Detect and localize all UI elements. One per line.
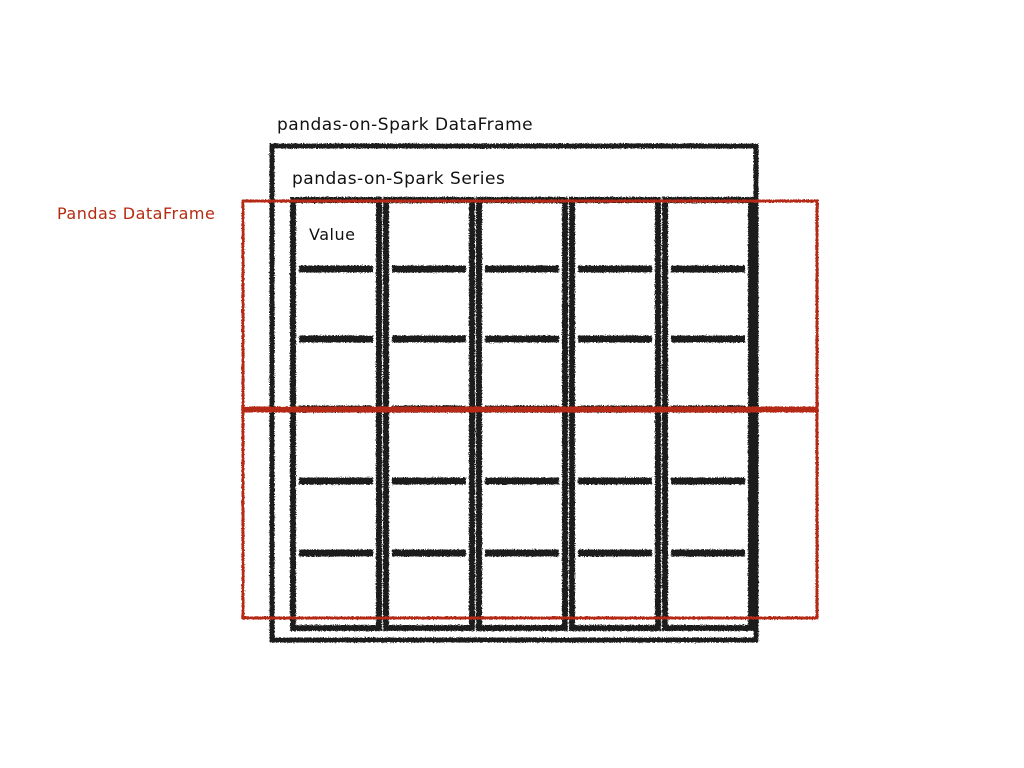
pandas-dataframe-label: Pandas DataFrame: [57, 204, 216, 223]
series-column-1: [293, 200, 379, 628]
outer-dataframe-frame: [272, 146, 756, 640]
series-column-2: [386, 200, 472, 628]
pandas-dataframe-box-2: [243, 411, 817, 618]
series-column-3: [479, 200, 565, 628]
series-column-5: [665, 200, 751, 628]
series-columns-group: [293, 200, 751, 628]
series-column-4: [572, 200, 658, 628]
outer-dataframe-label: pandas-on-Spark DataFrame: [277, 115, 534, 135]
column-header-label: Value: [309, 225, 356, 244]
series-label: pandas-on-Spark Series: [292, 169, 506, 189]
